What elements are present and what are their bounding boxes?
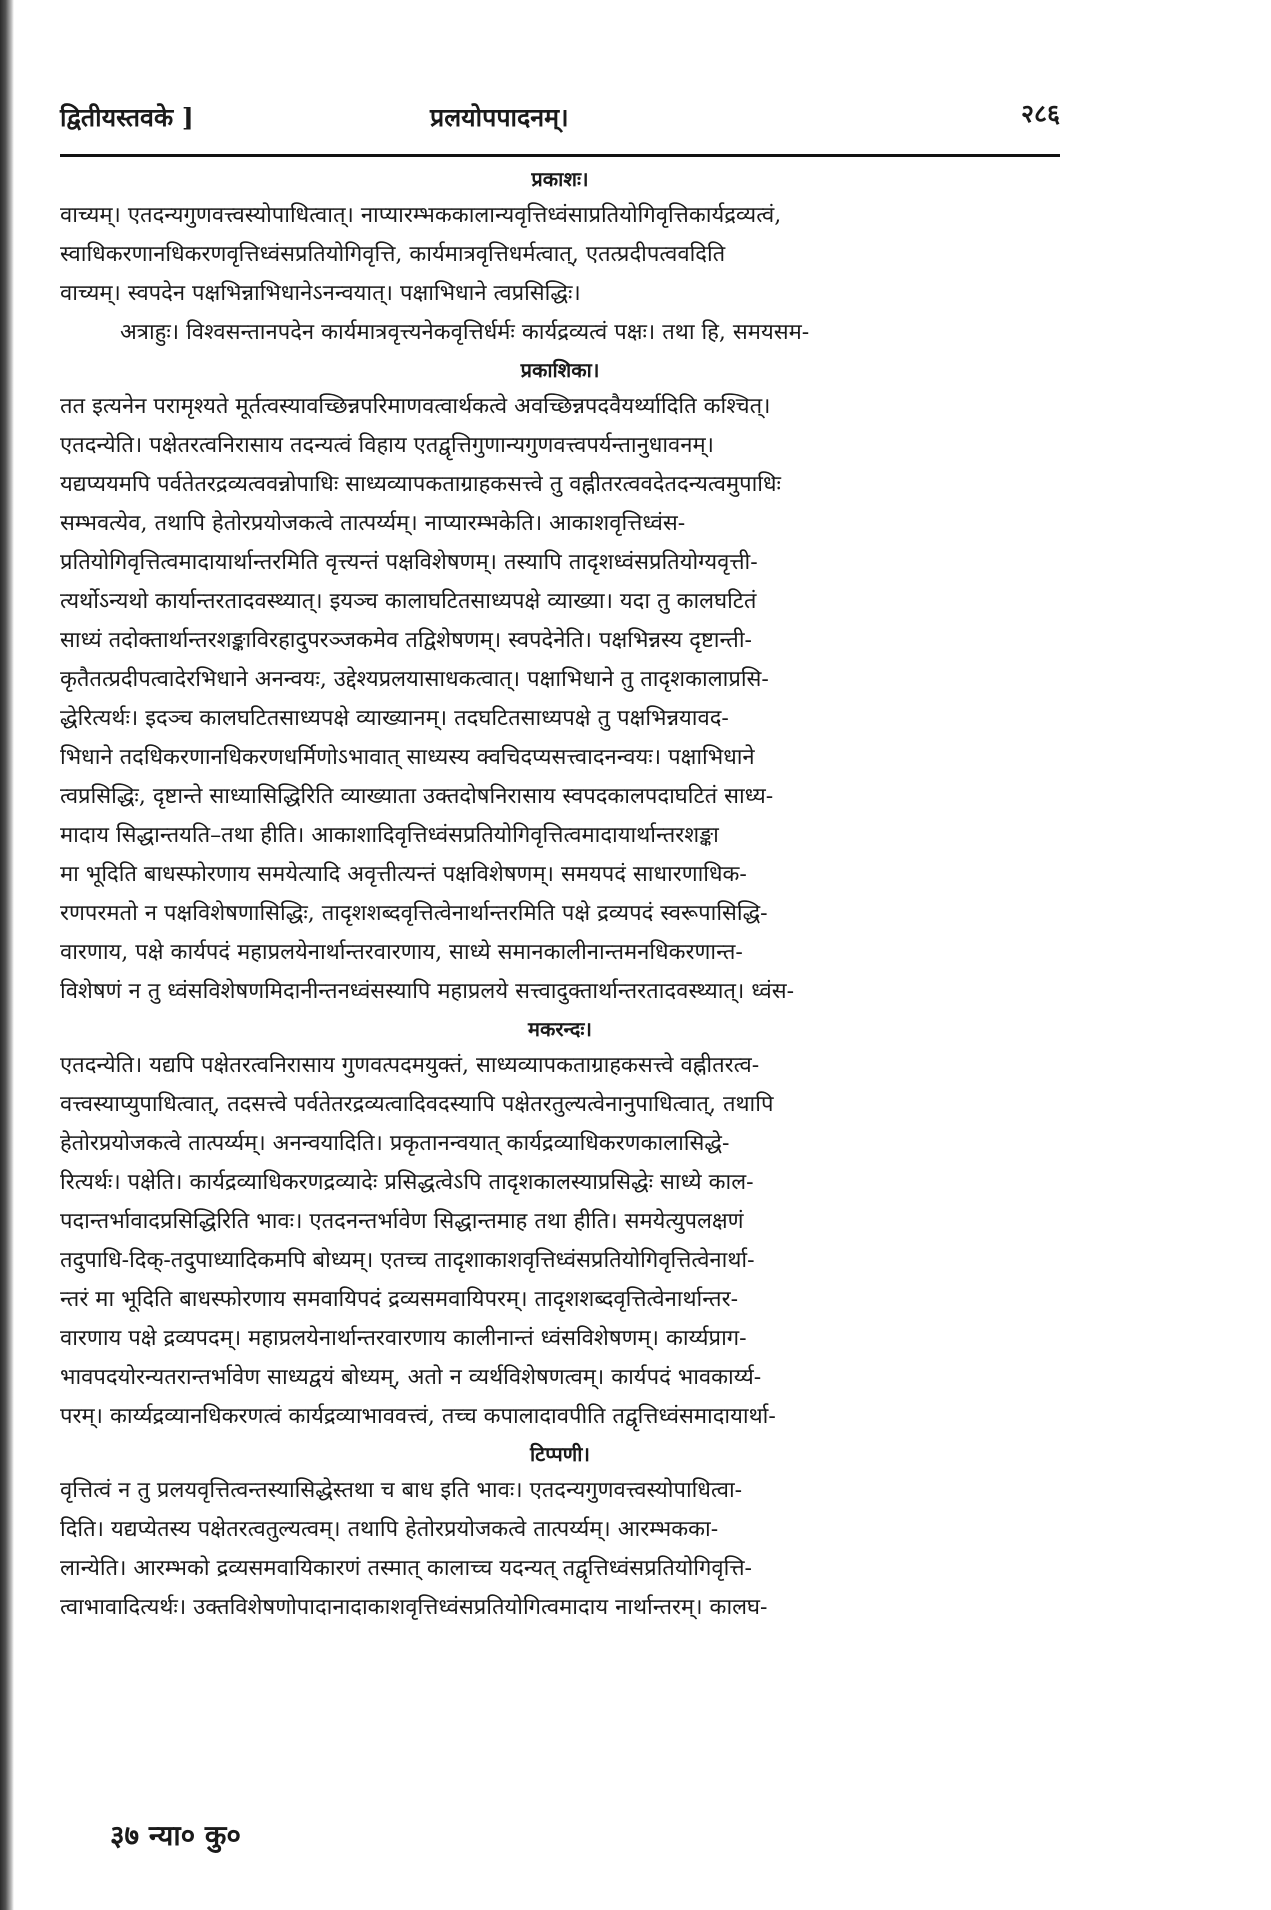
text-line: एतदन्येति। पक्षेतरत्वनिरासाय तदन्यत्वं विहाय एतद्वृत्तिगुणान्यगुणवत्त्वपर्यन्तानुधावनम्। (60, 433, 714, 458)
text-line: यद्यप्ययमपि पर्वतेतरद्रव्यत्ववन्नोपाधिः साध्यव्यापकताग्राहकसत्त्वे तु वह्नीतरत्ववदेतदन्यत्वमुपाधिः (60, 472, 781, 497)
text-line: वाच्यम्। स्वपदेन पक्षभिन्नाभिधानेऽनन्वयात्। पक्षाभिधाने त्वप्रसिद्धिः। (60, 281, 581, 306)
makaranda-text (60, 1046, 1060, 1436)
running-header (60, 86, 1060, 142)
text-line: एतदन्येति। यद्यपि पक्षेतरत्वनिरासाय गुणवत्पदमयुक्तं, साध्यव्यापकताग्राहकसत्त्वे वह्नीतरत्व- (60, 1053, 760, 1078)
text-line: तदुपाधि-दिक्-तदुपाध्यादिकमपि बोध्यम्। एतच्च तादृशाकाशवृत्तिध्वंसप्रतियोगिवृत्तित्वेनार्था- (60, 1248, 755, 1273)
text-line: रणपरमतो न पक्षविशेषणासिद्धिः, तादृशशब्दवृत्तित्वेनार्थान्तरमिति पक्षे द्रव्यपदं स्वरूपासिद्धि- (60, 901, 768, 926)
text-line: भिधाने तदधिकरणानधिकरणधर्मिणोऽभावात् साध्यस्य क्वचिदप्यसत्त्वादनन्वयः। पक्षाभिधाने (60, 745, 755, 770)
text-line: वारणाय पक्षे द्रव्यपदम्। महाप्रलयेनार्थान्तरवारणाय कालीनान्तं ध्वंसविशेषणम्। कार्य्यप्राग- (60, 1326, 747, 1351)
text-line: मा भूदिति बाधस्फोरणाय समयेत्यादि अवृत्तीत्यन्तं पक्षविशेषणम्। समयपदं साधारणाधिक- (60, 862, 747, 887)
text-line: द्धेरित्यर्थः। इदञ्च कालघटितसाध्यपक्षे व्याख्यानम्। तदघटितसाध्यपक्षे तु पक्षभिन्नयावद- (60, 706, 729, 731)
section-title-prakashika: प्रकाशिका। (520, 358, 600, 382)
text-line: प्रतियोगिवृत्तित्वमादायार्थान्तरमिति वृत्त्यन्तं पक्षविशेषणम्। तस्यापि तादृशध्वंसप्रतियोग्यवृत्ती- (60, 550, 758, 575)
section-title-tippani: टिप्पणी। (530, 1442, 590, 1466)
text-line: हेतोरप्रयोजकत्वे तात्पर्य्यम्। अनन्वयादिति। प्रकृतानन्वयात् कार्यद्रव्याधिकरणकालासिद्धे- (60, 1131, 730, 1156)
header-rule (60, 154, 1060, 157)
text-line: त्वाभावादित्यर्थः। उक्तविशेषणोपादानादाकाशवृत्तिध्वंसप्रतियोगित्वमादाय नार्थान्तरम्। कालघ- (60, 1595, 768, 1620)
section-title-prakasha: प्रकाशः। (531, 167, 589, 191)
prakasha-text (60, 196, 1060, 352)
header-title: प्रलयोपपादनम्। (430, 103, 569, 132)
text-line: लान्येति। आरम्भको द्रव्यसमवायिकारणं तस्मात् कालाच्च यदन्यत् तद्वृत्तिध्वंसप्रतियोगिवृत्ति- (60, 1556, 752, 1581)
tippani-text (60, 1471, 1060, 1627)
text-line: रित्यर्थः। पक्षेति। कार्यद्रव्याधिकरणद्रव्यादेः प्रसिद्धत्वेऽपि तादृशकालस्याप्रसिद्धेः साध्ये काल- (60, 1170, 754, 1195)
text-line: तत इत्यनेन परामृश्यते मूर्तत्वस्यावच्छिन्नपरिमाणवत्वार्थकत्वे अवच्छिन्नपदवैयर्थ्यादिति कश्चित्। (60, 394, 771, 419)
text-line: भावपदयोरन्यतरान्तर्भावेण साध्यद्वयं बोध्यम्, अतो न व्यर्थविशेषणत्वम्। कार्यपदं भावकार्य्य- (60, 1365, 762, 1390)
text-line: पदान्तर्भावादप्रसिद्धिरिति भावः। एतदनन्तर्भावेण सिद्धान्तमाह तथा हीति। समयेत्युपलक्षणं (60, 1209, 744, 1234)
text-line: वृत्तित्वं न तु प्रलयवृत्तित्वन्तस्यासिद्धेस्तथा च बाध इति भावः। एतदन्यगुणवत्त्वस्योपाधित्वा- (60, 1478, 743, 1503)
text-line: मादाय सिद्धान्तयति–तथा हीति। आकाशादिवृत्तिध्वंसप्रतियोगिवृत्तित्वमादायार्थान्तरशङ्का (60, 823, 719, 848)
text-line: स्वाधिकरणानधिकरणवृत्तिध्वंसप्रतियोगिवृत्ति, कार्यमात्रवृत्तिधर्मत्वात्, एतत्प्रदीपत्ववदिति (60, 242, 726, 267)
text-line: परम्। कार्य्यद्रव्यानधिकरणत्वं कार्यद्रव्याभाववत्त्वं, तच्च कपालादावपीति तद्वृत्तिध्वंसमादायार्था- (60, 1404, 776, 1429)
header-chapter: द्वितीयस्तवके ] (60, 103, 194, 132)
text-line: दिति। यद्यप्येतस्य पक्षेतरत्वतुल्यत्वम्। तथापि हेतोरप्रयोजकत्वे तात्पर्य्यम्। आरम्भकका- (60, 1517, 719, 1542)
text-line: त्यर्थोऽन्यथो कार्यान्तरतादवस्थ्यात्। इयञ्च कालाघटितसाध्यपक्षे व्याख्या। यदा तु कालघटितं (60, 589, 757, 614)
text-line: सम्भवत्येव, तथापि हेतोरप्रयोजकत्वे तात्पर्य्यम्। नाप्यारम्भकेति। आकाशवृत्तिध्वंस- (60, 511, 686, 536)
text-line: वारणाय, पक्षे कार्यपदं महाप्रलयेनार्थान्तरवारणाय, साध्ये समानकालीनान्तमनधिकरणान्त- (60, 940, 743, 965)
page-number: २८६ (1020, 99, 1060, 128)
text-line: न्तरं मा भूदिति बाधस्फोरणाय समवायिपदं द्रव्यसमवायिपरम्। तादृशशब्दवृत्तित्वेनार्थान्तर- (60, 1287, 739, 1312)
book-spine-shadow (0, 0, 14, 1910)
text-line: अत्राहुः। विश्वसन्तानपदेन कार्यमात्रवृत्त्यनेकवृत्तिर्धर्मः कार्यद्रव्यत्वं पक्षः। तथा हि, समयसम- (120, 320, 810, 345)
text-line: कृतैतत्प्रदीपत्वादेरभिधाने अनन्वयः, उद्देश्यप्रलयासाधकत्वात्। पक्षाभिधाने तु तादृशकालाप्रसि- (60, 667, 769, 692)
text-line: वाच्यम्। एतदन्यगुणवत्त्वस्योपाधित्वात्। नाप्यारम्भककालान्यवृत्तिध्वंसाप्रतियोगिवृत्तिकार्यद्रव्यत्वं, (60, 203, 782, 228)
text-line: त्वप्रसिद्धिः, दृष्टान्ते साध्यासिद्धिरिति व्याख्याता उक्तदोषनिरासाय स्वपदकालपदाघटितं साध्य- (60, 784, 774, 809)
text-line: साध्यं तदोक्तार्थान्तरशङ्काविरहादुपरञ्जकमेव तद्विशेषणम्। स्वपदेनेति। पक्षभिन्नस्य दृष्टान्ती- (60, 628, 752, 653)
text-line: वत्त्वस्याप्युपाधित्वात्, तदसत्त्वे पर्वतेतरद्रव्यत्वादिवदस्यापि पक्षेतरतुल्यत्वेनानुपाधित्वात्, तथापि (60, 1092, 774, 1117)
prakashika-text (60, 387, 1060, 1011)
text-line: विशेषणं न तु ध्वंसविशेषणमिदानीन्तनध्वंसस्यापि महाप्रलये सत्त्वादुक्तार्थान्तरतादवस्थ्यात्। ध्वंस- (60, 979, 795, 1004)
signature-mark: ३७ न्या० कु० (110, 1819, 241, 1852)
page (60, 86, 1060, 1627)
section-title-makaranda: मकरन्दः। (528, 1017, 592, 1041)
